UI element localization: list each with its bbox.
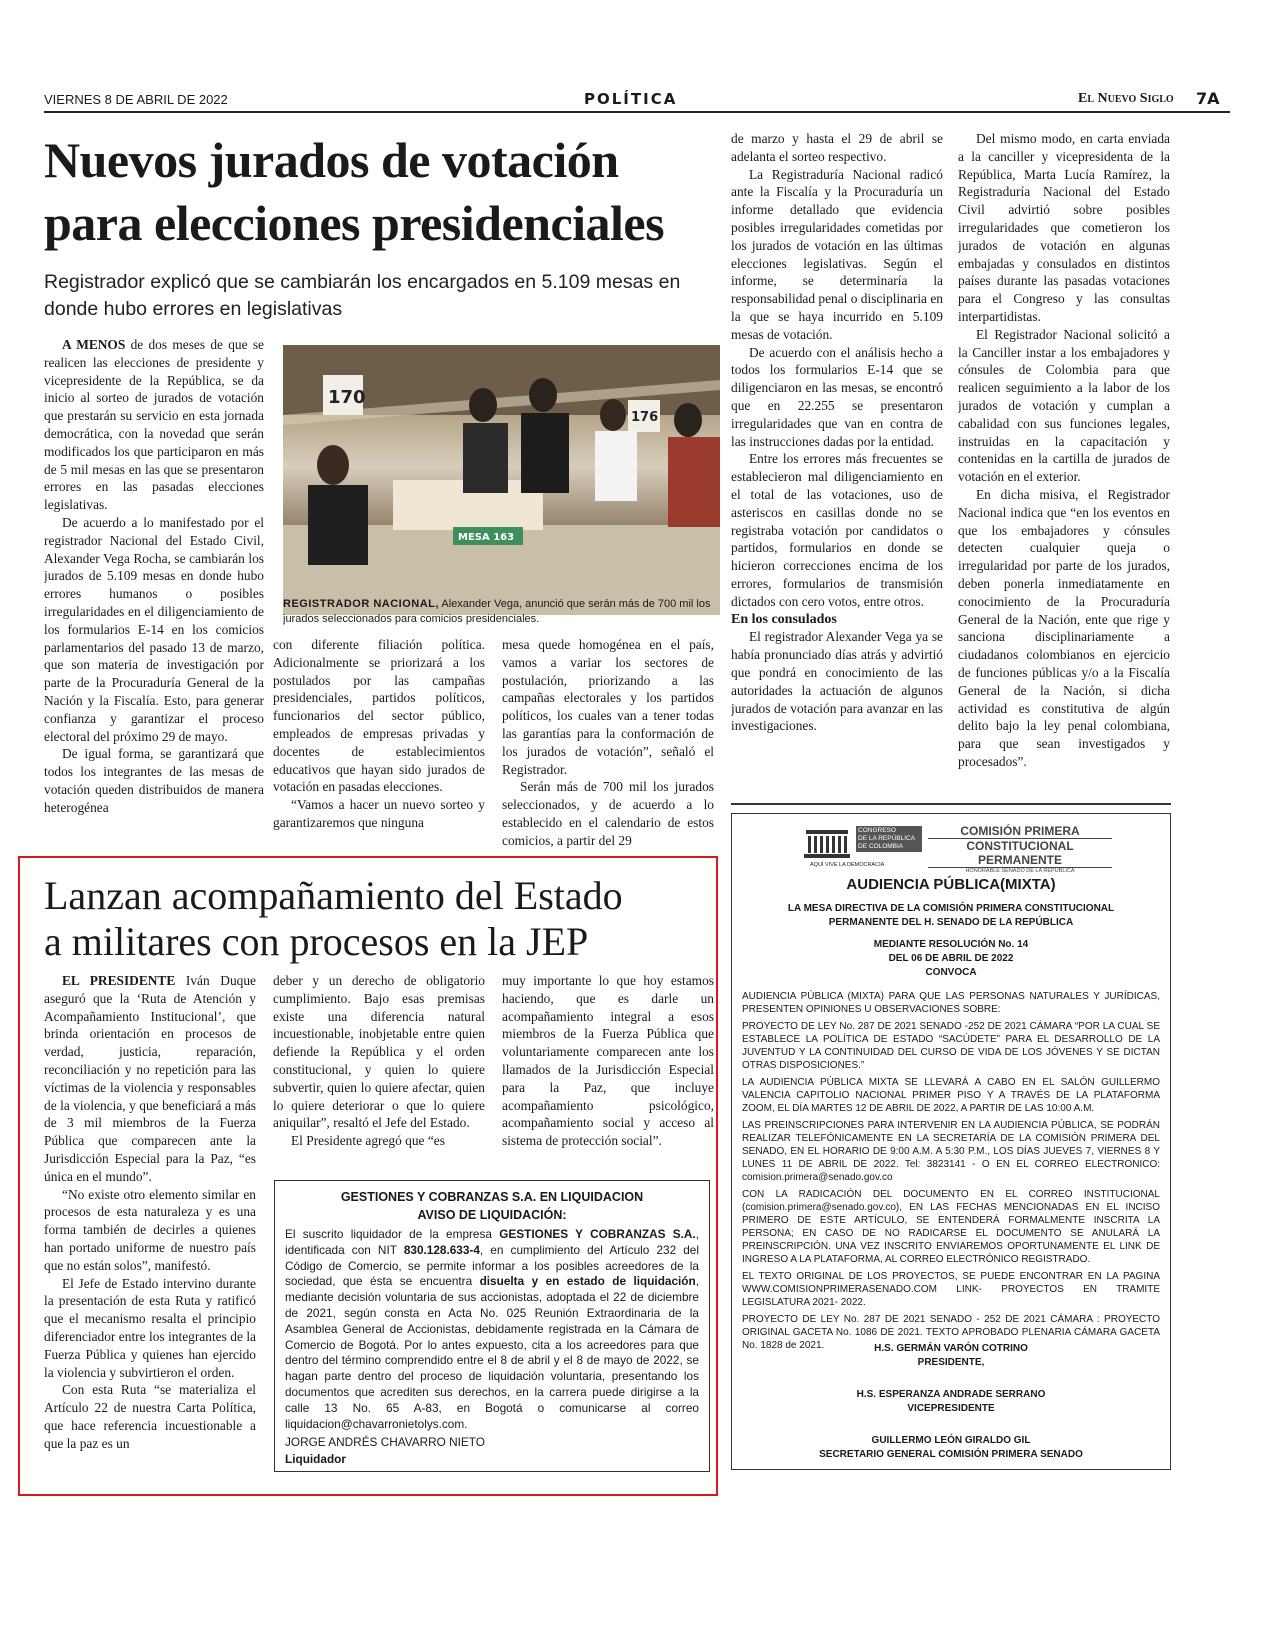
masthead-rule xyxy=(44,111,1230,113)
paragraph xyxy=(44,1275,256,1382)
paragraph xyxy=(273,796,485,832)
signature-3 xyxy=(732,1434,1170,1462)
deck-line-2: donde hubo errores en legislativas xyxy=(44,298,343,320)
paragraph-text: muy importante lo que hoy estamos haciendo, que es darle un acompañamiento integral a esos miembros de la Fuerza Pública que voluntariamente comparecen ante los llamados de la Jurisdicción Especial para la Paz, que incluye acompañamiento psicológico, acompañamiento social y acceso al sistema de protección social”. xyxy=(502,973,714,1149)
paragraph xyxy=(502,778,714,849)
paragraph-text: “No existe otro elemento similar en procesos de esta naturaleza y es una forma también de decirles a quienes han portado uniforme de nuestro país que no están solos”, manifestó. xyxy=(44,1186,256,1273)
article1-column-4 xyxy=(731,130,943,798)
commission-logo xyxy=(928,824,1112,874)
hearing-paragraph-3: LA AUDIENCIA PÚBLICA MIXTA SE LLEVARÁ A CABO EN EL SALÓN GUILLERMO VALENCIA CAPITOLIO NACIONAL PRIMER PISO Y A TRAVÉS DE LA PLATAFORMA ZOOM, EL DÍA MARTES 12 DE ABRIL DE 2022, A PARTIR DE LAS 10:00 A.M. xyxy=(742,1077,1160,1114)
logo-line-3: DE COLOMBIA xyxy=(858,843,904,850)
signature-1-role: PRESIDENTE, xyxy=(917,1357,985,1368)
resolution-line-3: CONVOCA xyxy=(925,967,977,978)
person-2-body xyxy=(463,423,508,493)
congress-logo-text xyxy=(856,826,922,852)
paragraph-text: Con esta Ruta “se materializa el Artículo 22 de nuestra Carta Política, que hace referencia incuestionable a que la paz es un xyxy=(44,1382,256,1451)
signature-1-name: H.S. GERMÁN VARÓN COTRINO xyxy=(874,1343,1028,1354)
paragraph-text: Serán más de 700 mil los jurados seleccionados, y de acuerdo a lo establecido en el calendario de estos comicios, a partir del 29 xyxy=(502,779,714,848)
paragraph xyxy=(731,628,943,735)
congress-logo-tagline: AQUÍ VIVE LA DEMOCRACIA xyxy=(810,862,885,868)
capitol-icon xyxy=(802,824,852,862)
person-5-head xyxy=(674,403,702,437)
body-run: , mediante decisión voluntaria de sus accionistas, adoptada el 22 de diciembre de 2021, según consta en Acta No. 025 Reunión Extraordinaria de la Asamblea General de Accionistas, debidamente registrada en la Cámara de Comercio de Bogotá. Por lo antes expuesto, cita a los acreedores para que dentro del término comprendido entre el 8 de abril y el 8 de mayo de 2022, se hagan parte dentro del proceso de liquidación voluntaria, presentando los documentos que acrediten sus derechos, en la carrera puede dirigirse a la calle 13 No. 65 A-83, en Bogotá o comunicarse al correo liquidacion@chavarronietolys.com. xyxy=(285,1274,699,1431)
paragraph xyxy=(44,972,256,1186)
hearing-intro xyxy=(732,902,1170,930)
signature-2-role: VICEPRESIDENTE xyxy=(907,1403,995,1414)
paragraph-text: mesa quede homogénea en el país, vamos a variar los sectores de postulación, priorizando a las campañas electorales y los partidos políticos, los cuales van a tener todas las garantías para la conformación de los jurados de votación”, señaló el Registrador. xyxy=(502,637,714,777)
paragraph xyxy=(273,636,485,796)
lead-in: A MENOS xyxy=(62,337,126,352)
paragraph xyxy=(273,1132,485,1150)
paragraph xyxy=(731,344,943,451)
congress-ad xyxy=(731,813,1171,1470)
article2-headline-line-1: Lanzan acompañamiento del Estado xyxy=(44,873,623,918)
mesa-sign: MESA 163 xyxy=(458,532,515,543)
body-run: , en cumplimiento del Artículo 232 del Código de Comercio, se permite informar a los posibles acreedores de la sociedad, que ésta se encuentra xyxy=(285,1242,699,1289)
liquidation-ad-signer-role: Liquidador xyxy=(285,1452,346,1467)
person-4-head xyxy=(600,399,626,431)
column-rule xyxy=(731,803,1171,805)
paragraph-text: “Vamos a hacer un nuevo sorteo y garantizaremos que ninguna xyxy=(273,797,485,830)
article2-column-2 xyxy=(273,972,485,1160)
paragraph-text: de marzo y hasta el 29 de abril se adelanta el sorteo respectivo. xyxy=(731,131,943,164)
logo-line-2: DE LA REPÚBLICA xyxy=(858,835,916,842)
body-run: El suscrito liquidador de la empresa xyxy=(285,1227,500,1241)
lead-in: EL PRESIDENTE xyxy=(62,973,176,988)
body-bold-run: GESTIONES Y COBRANZAS S.A. xyxy=(499,1227,696,1241)
person-1-body xyxy=(308,485,368,565)
hearing-body xyxy=(742,990,1160,1356)
hearing-title: AUDIENCIA PÚBLICA(MIXTA) xyxy=(846,876,1056,893)
congress-logo xyxy=(802,824,917,866)
hearing-paragraph-4: LAS PREINSCRIPCIONES PARA INTERVENIR EN LA AUDIENCIA PÚBLICA, SE PODRÁN REALIZAR TELEFÓNICAMENTE EN LA SECRETARÍA DE LA COMISIÓN PRIMERA DEL SENADO, EN EL HORARIO DE 9:00 A.M. A 5:30 P.M., LOS DÍAS JUEVES 7, VIERNES 8 Y LUNES 11 DE ABRIL DE 2022. Tel: 3823141 - O EN EL CORREO ELECTRONICO: comision.primera@senado.gov.co xyxy=(742,1120,1160,1183)
commission-logo-line-2: CONSTITUCIONAL PERMANENTE xyxy=(928,838,1112,868)
liquidation-ad-signer: JORGE ANDRÉS CHAVARRO NIETO xyxy=(285,1435,485,1450)
hearing-paragraph-6: EL TEXTO ORIGINAL DE LOS PROYECTOS, SE PUEDE ENCONTRAR EN LA PAGINA WWW.COMISIONPRIMERASENADO.COM LINK- PROYECTOS EN TRAMITE LEGISLATURA 2021- 2022. xyxy=(742,1271,1160,1308)
paragraph-text: de dos meses de que se realicen las elecciones de presidente y vicepresidente de la República, se da inicio al sorteo de jurados de votación que prestarán su servicio en esta jornada democrática, con la novedad que serán modificados los que participaron en más de 5 mil mesas en las que se presentaron errores en las pasadas elecciones legislativas. xyxy=(44,337,264,513)
article2-column-3 xyxy=(502,972,714,1160)
section-name: POLÍTICA xyxy=(584,90,678,108)
photo-illustration xyxy=(283,345,720,615)
article2-headline-line-2: a militares con procesos en la JEP xyxy=(44,919,589,964)
signature-1 xyxy=(732,1342,1170,1370)
person-3-body xyxy=(521,413,569,493)
liquidation-ad-title: GESTIONES Y COBRANZAS S.A. EN LIQUIDACION xyxy=(340,1190,644,1204)
paragraph-text: De acuerdo con el análisis hecho a todos los formularios E-14 que se diligenciaron en las mesas, se encontró que en 22.255 se presentaron irregularidades que van en contra de las instrucciones dadas por la entidad. xyxy=(731,344,943,449)
paragraph xyxy=(731,166,943,344)
body-run: , identificada con NIT xyxy=(285,1227,699,1257)
headline-line-2: para elecciones presidenciales xyxy=(44,195,665,251)
subheading: En los consulados xyxy=(731,611,837,627)
paragraph-text: El registrador Alexander Vega ya se había pronunciado días atrás y advirtió que pondrá en conocimiento de las autoridades la actuación de algunos jurados de votación para avanzar en las investigaciones. xyxy=(731,629,943,734)
paragraph-text: deber y un derecho de obligatorio cumplimiento. Bajo esas premisas existe una diferencia natural incuestionable, inobjetable entre quien defiende la República y el orden constitucional, y quien lo quiere subvertir, quien lo quiere afectar, quien lo quiere deteriorar o que lo quiere aniquilar”, resaltó el Jefe del Estado. xyxy=(273,973,485,1131)
paragraph-text: El Presidente agregó que “es xyxy=(291,1133,445,1149)
paragraph xyxy=(44,514,264,745)
article1-column-2 xyxy=(273,636,485,862)
signature-2-name: H.S. ESPERANZA ANDRADE SERRANO xyxy=(856,1389,1046,1400)
paragraph xyxy=(44,745,264,816)
liquidation-ad-body xyxy=(285,1227,699,1432)
deck-line-1: Registrador explicó que se cambiarán los encargados en 5.109 mesas en xyxy=(44,271,681,293)
article1-column-1 xyxy=(44,336,264,862)
paragraph xyxy=(44,1381,256,1452)
hearing-paragraph-7: PROYECTO DE LEY No. 287 DE 2021 SENADO - 252 DE 2021 CÁMARA : PROYECTO ORIGINAL GACETA No. 1086 DE 2021. TEXTO APROBADO PLENARIA CÁMARA GACETA No. 1828 de 2021. xyxy=(742,1314,1160,1351)
paragraph-text: El Registrador Nacional solicitó a la Canciller instar a los embajadores y cónsules de Colombia para que realicen seguimiento a la labor de los jurados de votación y cumplan a cabalidad con sus funciones legales, instruidas en la capacitación y contenidas en la cartilla de jurados de votación en el exterior. xyxy=(958,326,1170,485)
commission-logo-tagline: HONORABLE SENADO DE LA REPÚBLICA xyxy=(965,868,1075,874)
signature-2 xyxy=(732,1388,1170,1416)
paragraph-text: De igual forma, se garantizará que todos los integrantes de las mesas de votación queden distribuidos de manera heterogénea xyxy=(44,746,264,815)
paragraph-text: con diferente filiación política. Adicionalmente se priorizará a los postulados por las campañas presidenciales, partidos políticos, funcionarios del sector público, empleados de empresas privadas y docentes de establecimientos educativos que hayan sido jurados de votación en pasadas elecciones. xyxy=(273,637,485,795)
signature-3-role: SECRETARIO GENERAL COMISIÓN PRIMERA SENADO xyxy=(819,1449,1083,1460)
intro-line-2: PERMANENTE DEL H. SENADO DE LA REPÚBLICA xyxy=(828,917,1074,928)
paragraph xyxy=(44,1186,256,1275)
resolution xyxy=(732,938,1170,980)
article2-column-1 xyxy=(44,972,256,1484)
body-bold-run: 830.128.633-4 xyxy=(403,1242,480,1257)
article1-column-3 xyxy=(502,636,714,862)
issue-date: VIERNES 8 DE ABRIL DE 2022 xyxy=(44,92,228,107)
paragraph-text: Iván Duque aseguró que la ‘Ruta de Atención y Acompañamiento Institucional’, que brinda orientación en procesos de verdad, justicia, reparación, reconciliación y no repetición para las víctimas de la violencia y responsables de la violencia, y que beneficiará a más de 3 mil miembros de la Fuerza Pública que comparecen ante la Jurisdicción Especial para la Paz, “es única en el mundo”. xyxy=(44,973,256,1184)
photo-caption xyxy=(283,597,720,629)
liquidation-ad xyxy=(274,1180,710,1472)
caption-lead: REGISTRADOR NACIONAL, xyxy=(283,598,439,610)
paragraph xyxy=(958,130,1170,326)
body-bold-run: disuelta y en estado de liquidación xyxy=(479,1274,696,1289)
paragraph-text: Entre los errores más frecuentes se establecieron mal diligenciamiento en el total de las votaciones, uso de asteriscos en casillas donde no se registraba votación por candidatos o partidos, formularios en donde se hicieron correcciones encima de los errores, formularios de transmisión dictados con cero votos, entre otros. xyxy=(731,451,943,609)
hearing-paragraph-1: AUDIENCIA PÚBLICA (MIXTA) PARA QUE LAS PERSONAS NATURALES Y JURÍDICAS, PRESENTEN OPINIONES U OBSERVACIONES SOBRE: xyxy=(742,991,1160,1015)
person-3-head xyxy=(529,378,557,412)
person-2-head xyxy=(469,388,497,422)
paragraph xyxy=(502,972,714,1150)
paragraph-text: De acuerdo a lo manifestado por el registrador Nacional del Estado Civil, Alexander Vega Rocha, se cambiarán los jurados de 5.109 mesas en donde hubo errores humanos o posibles irregularidades en el diligenciamiento de los formularios E-14 en los comicios parlamentarios del pasado 13 de marzo, que son materia de investigación por parte de la Procuraduría General de la Nación y la Fiscalía. Esto, para generar confianza y garantizar el proceso electoral del próximo 29 de mayo. xyxy=(44,514,264,744)
paragraph-text: La Registraduría Nacional radicó ante la Fiscalía y la Procuraduría un informe detallado que evidencia posibles irregularidades cometidas por los jurados de votación en las últimas elecciones legislativas. Según el informe, se determinaría la responsabilidad penal o disciplinaria en la que se haya incurrido en 5.109 mesas de votación. xyxy=(731,166,943,342)
person-4-body xyxy=(595,431,637,501)
paragraph xyxy=(958,326,1170,486)
article1-column-5 xyxy=(958,130,1170,798)
hearing-paragraph-5: CON LA RADICACIÓN DEL DOCUMENTO EN EL CORREO INSTITUCIONAL (comision.primera@senado.gov.co), EN LAS FECHAS MENCIONADAS EN EL INCISO PRIMERO DE ESTE ARTÍCULO, SE ENTENDERÁ FORMALMENTE INSCRITA LA PERSONA; EN CASO DE NO RADICARSE EL DOCUMENTO SE ANULARÁ LA PREINSCRIPCIÓN. UNA VEZ INSCRITO ENVIAREMOS OPORTUNAMENTE EL LINK DE INGRESO A LA PLATAFORMA, AL CORREO ELECTRÓNICO REGISTRADO. xyxy=(742,1189,1160,1265)
paragraph-text: En dicha misiva, el Registrador Nacional indica que “en los eventos en que los embajadores y cónsules detecten cualquier queja o irregularidad por parte de los jurados, deben ponerla inmediatamente en conocimiento de la Procuraduría General de la Nación, ente que rige y sanciona disciplinariamente a ciudadanos colombianos en ejercicio de funciones públicas y/o a la Fiscalía General de la Nación, si dicha actividad es constitutiva de algún delito bajo la ley penal colombiana, para que sean investigados y procesados”. xyxy=(958,486,1170,769)
news-photo xyxy=(283,345,720,615)
person-5-body xyxy=(668,437,720,527)
paragraph xyxy=(958,486,1170,771)
resolution-line-2: DEL 06 DE ABRIL DE 2022 xyxy=(888,953,1014,964)
paragraph xyxy=(273,972,485,1132)
paragraph xyxy=(731,130,943,166)
signature-3-name: GUILLERMO LEÓN GIRALDO GIL xyxy=(871,1435,1031,1446)
paragraph xyxy=(44,336,264,514)
commission-logo-line-1: COMISIÓN PRIMERA xyxy=(960,824,1080,838)
caption-text: Alexander Vega, anunció que serán más de 700 mil los jurados seleccionados para comicios presidenciales. xyxy=(283,598,711,625)
newspaper-name: El Nuevo Siglo xyxy=(1078,91,1174,106)
paragraph-text: Del mismo modo, en carta enviada a la canciller y vicepresidenta de la República, Marta Lucía Ramírez, la Registraduría Nacional del Estado Civil advirtió sobre posibles irregularidades que cometieron los jurados de votación en algunas embajadas y consulados en distintos países durante las pasadas votaciones para el Congreso y las consultas interpartidistas. xyxy=(958,131,1170,324)
paragraph xyxy=(502,636,714,778)
resolution-line-1: MEDIANTE RESOLUCIÓN No. 14 xyxy=(873,939,1029,950)
liquidation-ad-subtitle: AVISO DE LIQUIDACIÓN: xyxy=(417,1208,567,1222)
hearing-paragraph-2: PROYECTO DE LEY No. 287 DE 2021 SENADO -252 DE 2021 CÁMARA “POR LA CUAL SE ESTABLECE LA POLÍTICA DE ESTADO “SACÚDETE” PARA EL DESARROLLO DE LA JUVENTUD Y LA CONTINUIDAD DEL CURSO DE VIDA DE LOS JÓVENES Y SE DICTAN OTRAS DISPOSICIONES.” xyxy=(742,1021,1160,1071)
sign-176: 176 xyxy=(631,410,659,425)
person-1-head xyxy=(317,445,349,485)
paragraph-text: El Jefe de Estado intervino durante la presentación de esta Ruta y ratificó que el mecanismo resalta el principio diferenciador entre los integrantes de la Fuerza Pública y quienes han ejercido la violencia y subvirtieron el orden. xyxy=(44,1275,256,1380)
page-number: 7A xyxy=(1196,89,1220,108)
paragraph xyxy=(731,450,943,610)
intro-line-1: LA MESA DIRECTIVA DE LA COMISIÓN PRIMERA CONSTITUCIONAL xyxy=(787,903,1115,914)
sign-170: 170 xyxy=(328,387,366,408)
logo-line-1: CONGRESO xyxy=(858,827,896,834)
headline-line-1: Nuevos jurados de votación xyxy=(44,132,619,188)
